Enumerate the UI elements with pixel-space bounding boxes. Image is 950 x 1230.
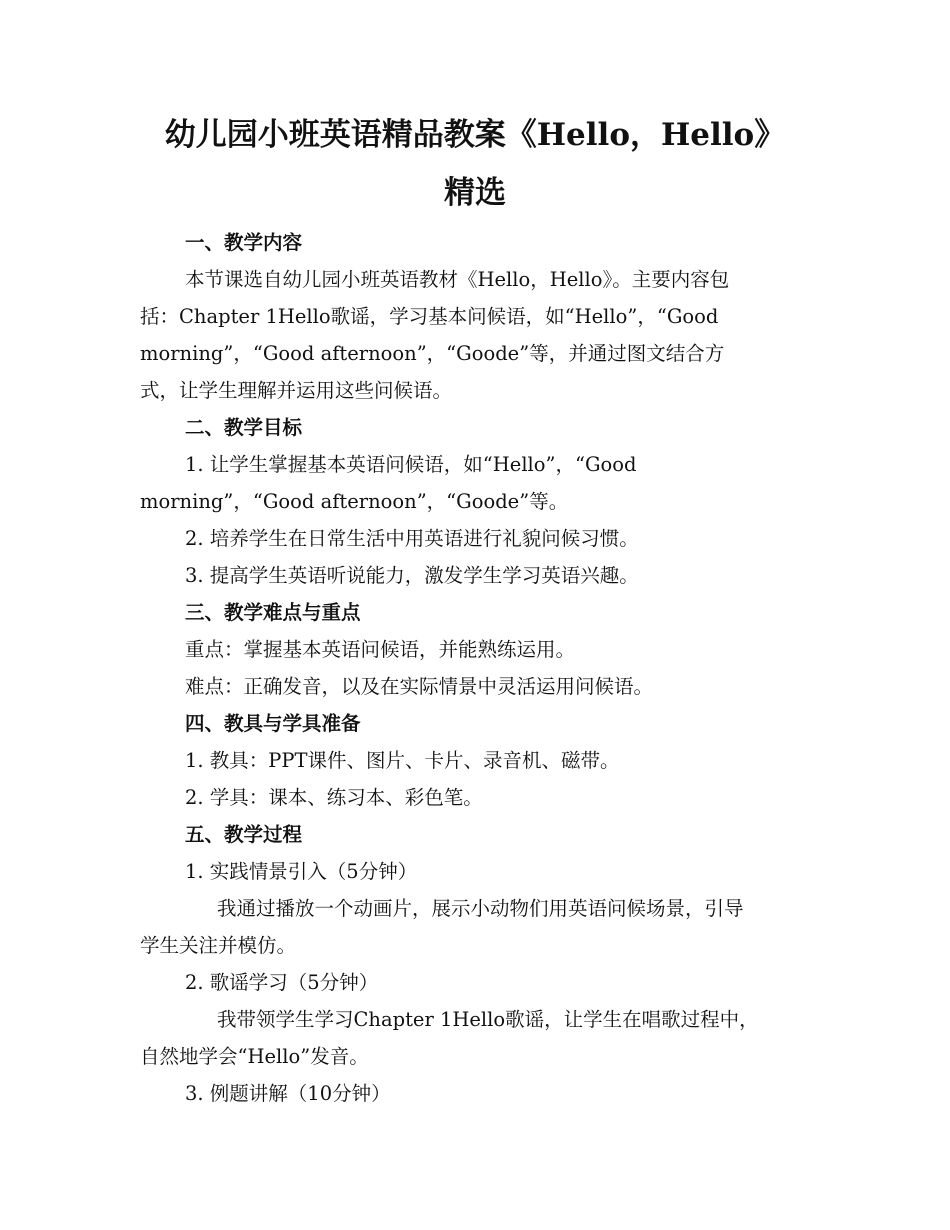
paragraph-line: morning”，“Good afternoon”，“Goode”等，并通过图文结合方 (140, 342, 725, 365)
difficulty-line: 难点：正确发音，以及在实际情景中灵活运用问候语。 (185, 675, 654, 698)
document-title-line-2: 精选 (444, 175, 506, 211)
section-heading-materials: 四、教具与学具准备 (185, 712, 361, 735)
section-heading-teaching-content: 一、教学内容 (185, 231, 303, 254)
paragraph-line: 式，让学生理解并运用这些问候语。 (140, 379, 453, 402)
section-heading-teaching-process: 五、教学过程 (185, 823, 303, 846)
list-item: 1. 实践情景引入（5分钟） (185, 860, 418, 883)
list-item: 2. 歌谣学习（5分钟） (185, 971, 379, 994)
list-item: 1. 教具：PPT课件、图片、卡片、录音机、磁带。 (185, 749, 620, 772)
list-item: 2. 学具：课本、练习本、彩色笔。 (185, 786, 483, 809)
paragraph-line: 我带领学生学习Chapter 1Hello歌谣，让学生在唱歌过程中， (217, 1008, 759, 1031)
section-heading-difficulties-focus: 三、教学难点与重点 (185, 601, 361, 624)
list-item: 2. 培养学生在日常生活中用英语进行礼貌问候习惯。 (185, 527, 639, 550)
list-item: 3. 提高学生英语听说能力，激发学生学习英语兴趣。 (185, 564, 639, 587)
document-title-line-1: 幼儿园小班英语精品教案《Hello，Hello》 (164, 117, 786, 153)
paragraph-line: 我通过播放一个动画片，展示小动物们用英语问候场景，引导 (217, 897, 744, 920)
paragraph-line: 括：Chapter 1Hello歌谣，学习基本问候语，如“Hello”，“Good (140, 305, 719, 328)
paragraph-line: 学生关注并模仿。 (140, 934, 297, 957)
list-item: 3. 例题讲解（10分钟） (185, 1082, 391, 1105)
list-item-continuation: morning”，“Good afternoon”，“Goode”等。 (140, 490, 569, 513)
section-heading-teaching-goals: 二、教学目标 (185, 416, 303, 439)
list-item: 1. 让学生掌握基本英语问候语，如“Hello”，“Good (185, 453, 637, 476)
paragraph-line: 自然地学会“Hello”发音。 (140, 1045, 369, 1068)
focus-line: 重点：掌握基本英语问候语，并能熟练运用。 (185, 638, 576, 661)
paragraph-line: 本节课选自幼儿园小班英语教材《Hello，Hello》。主要内容包 (185, 268, 730, 291)
